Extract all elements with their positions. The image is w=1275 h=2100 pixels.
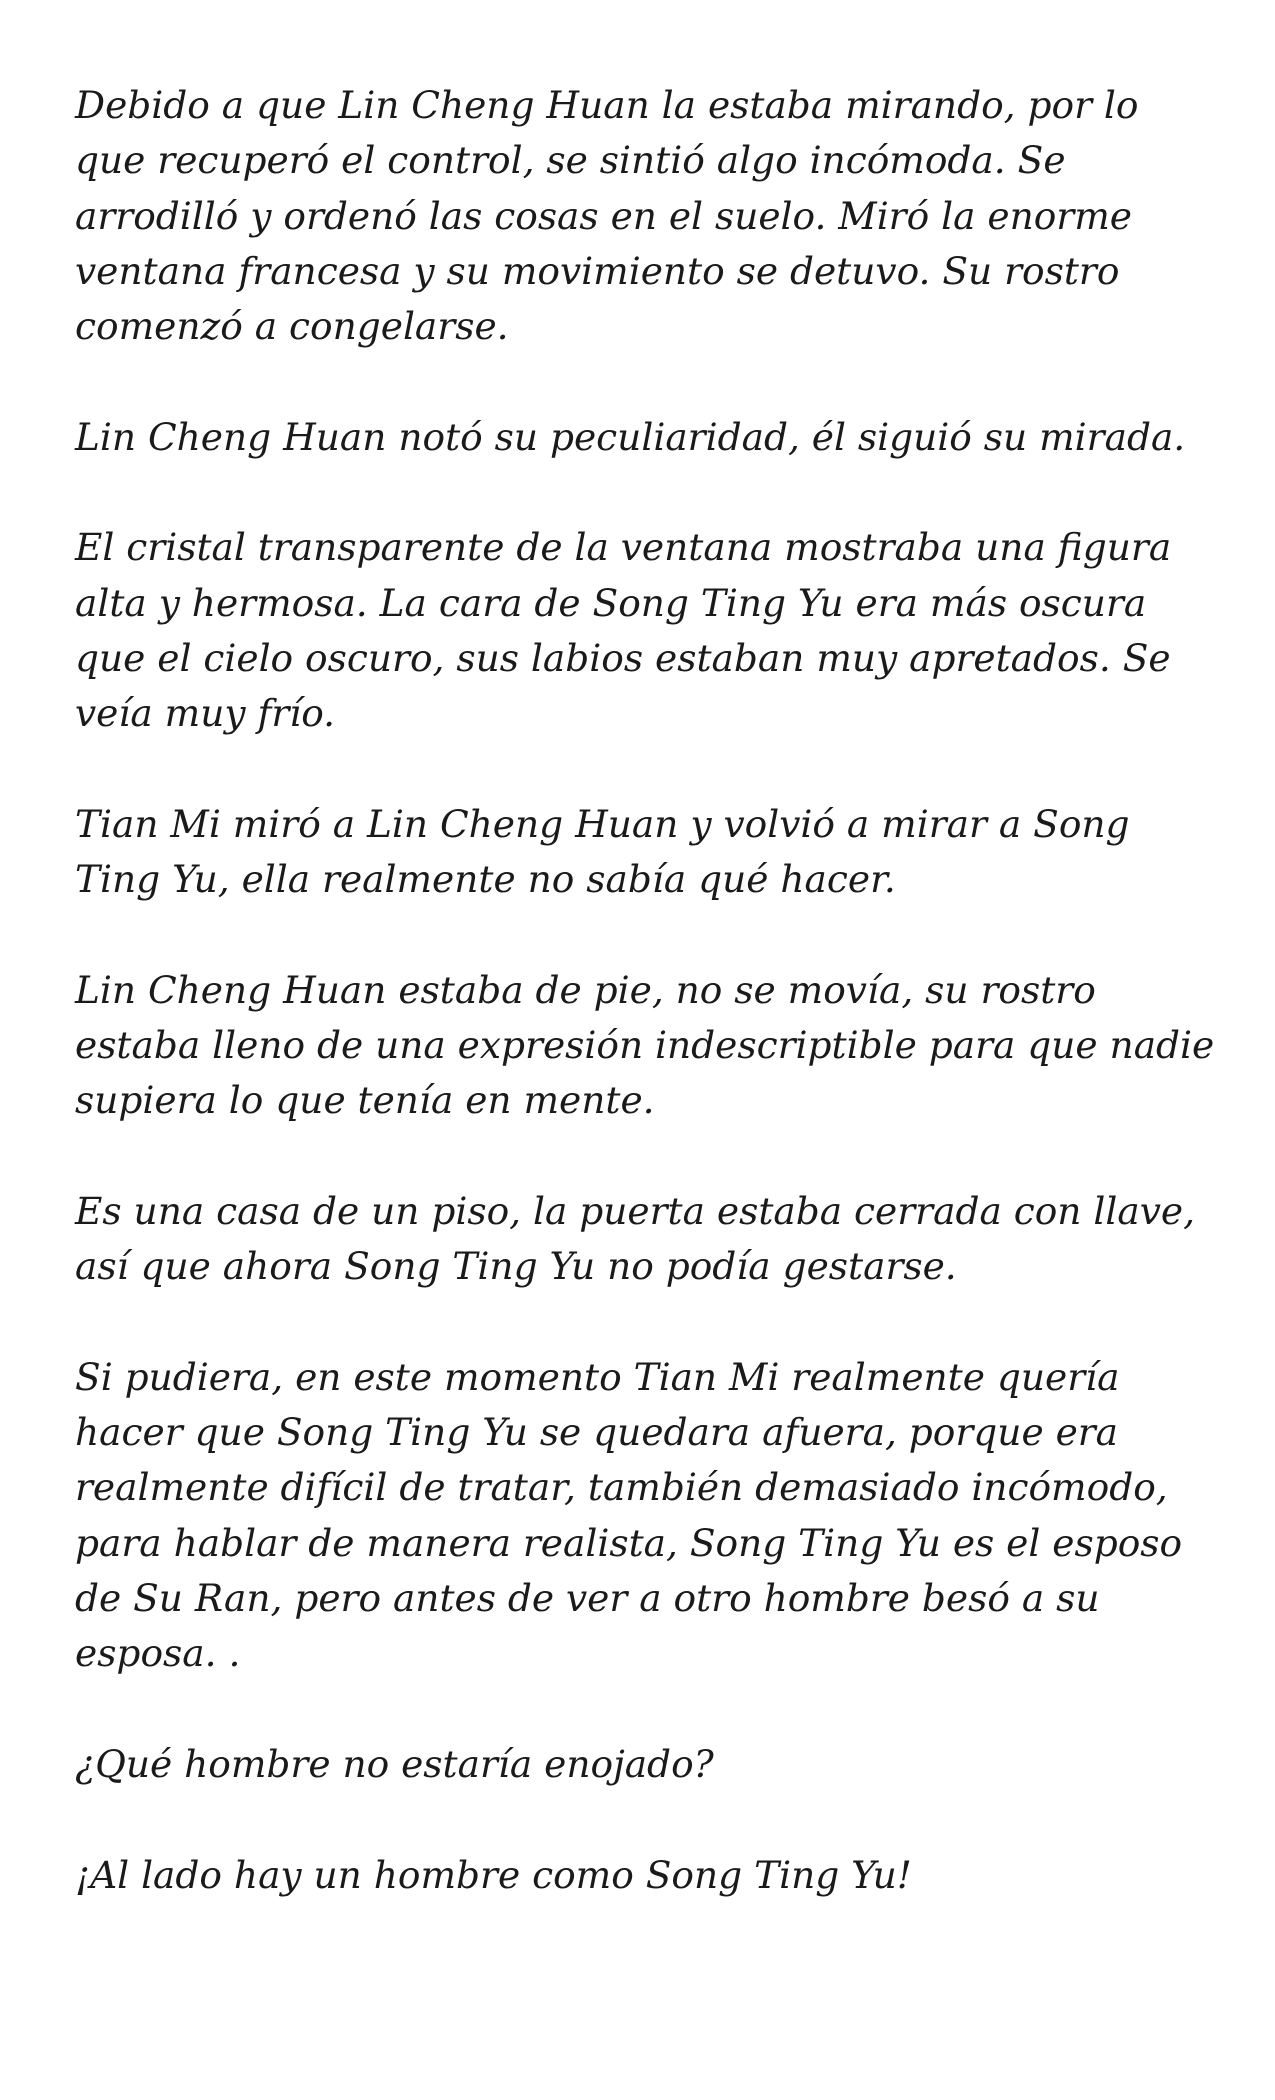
paragraph-3: El cristal transparente de la ventana mostraba una figura alta y hermosa. La cara de Song Ting Yu era más oscura que el cielo oscuro, sus labios estaban muy apretados. Se veía muy frío. [75, 525, 1172, 736]
paragraph-4: Tian Mi miró a Lin Cheng Huan y volvió a mirar a Song Ting Yu, ella realmente no sabía qué hacer. [75, 801, 1130, 902]
paragraph-2: Lin Cheng Huan notó su peculiaridad, él siguió su mirada. [75, 414, 1186, 459]
paragraph-5: Lin Cheng Huan estaba de pie, no se movía, su rostro estaba lleno de una expresión indescriptible para que nadie supiera lo que tenía en mente. [75, 967, 1215, 1123]
paragraph-7: Si pudiera, en este momento Tian Mi realmente quería hacer que Song Ting Yu se quedara afuera, porque era realmente difícil de tratar, también demasiado incómodo, para hablar de manera realista, Song Ting Yu es el esposo de Su Ran, pero antes de ver a otro hombre besó a su esposa. . [75, 1354, 1183, 1676]
paragraph-6: Es una casa de un piso, la puerta estaba cerrada con llave, así que ahora Song Ting Yu no podía gestarse. [75, 1188, 1196, 1289]
paragraph-1: Debido a que Lin Cheng Huan la estaba mirando, por lo que recuperó el control, se sintió algo incómoda. Se arrodilló y ordenó las cosas en el suelo. Miró la enorme ventana francesa y su movimiento se detuvo. Su rostro comenzó a congelarse. [75, 83, 1139, 349]
document-page [75, 78, 1215, 1903]
paragraph-8: ¿Qué hombre no estaría enojado? [75, 1741, 714, 1786]
paragraph-9: ¡Al lado hay un hombre como Song Ting Yu! [75, 1852, 912, 1897]
